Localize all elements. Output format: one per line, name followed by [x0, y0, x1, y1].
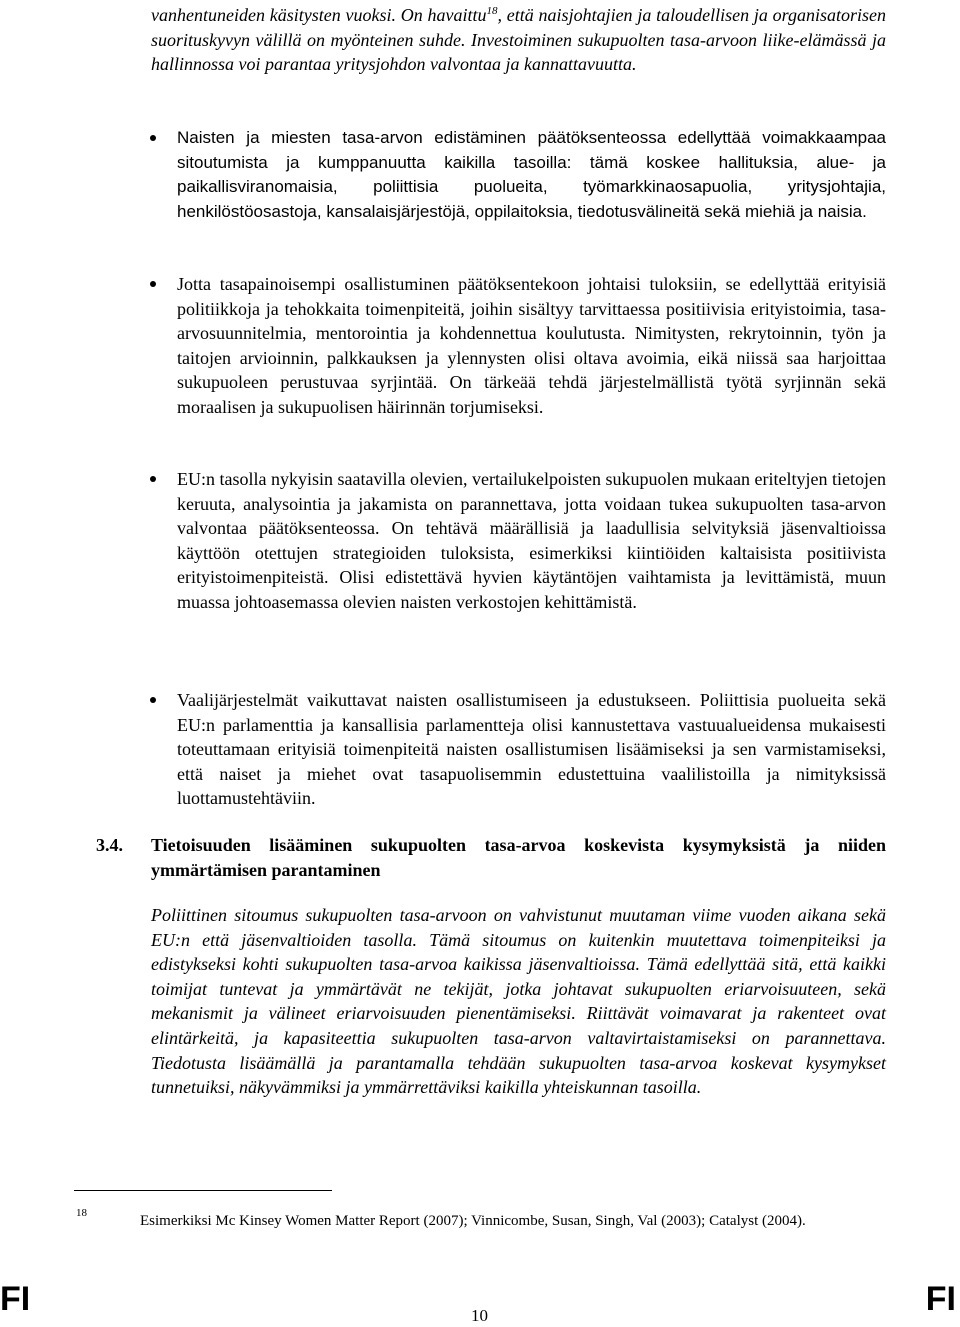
footnote-text: Esimerkiksi Mc Kinsey Women Matter Report (2007); Vinnicombe, Susan, Singh, Val (2003); Catalyst (2004). [140, 1213, 806, 1229]
page-number: 10 [471, 1306, 488, 1325]
bullet-text: Naisten ja miesten tasa-arvon edistäminen päätöksenteossa edellyttää voimakkaampaa sitoutumista ja kumppanuutta kaikilla tasoilla: tämä koskee hallituksia, alue- ja paikallisviranomaisia, poliittisia puolueita, työmarkkinaosapuolia, yritysjohtajia, henkilöstöosastoja, kansalaisjärjestöjä, oppilaitoksia, tiedotusvälineitä sekä miehiä ja naisia. [177, 128, 886, 221]
footnote-divider [74, 1190, 332, 1191]
footnote-reference[interactable]: 18 [486, 5, 498, 17]
section-title: Tietoisuuden lisääminen sukupuolten tasa-arvoa koskevista kysymyksistä ja niiden ymmärtämisen parantaminen [151, 835, 886, 880]
bullet-icon [150, 476, 156, 482]
language-code-left: FI [0, 1280, 31, 1318]
bullet-icon [150, 697, 156, 703]
bullet-item-electoral-systems [177, 688, 886, 811]
bullet-text: Jotta tasapainoisempi osallistuminen päätöksentekoon johtaisi tuloksiin, se edellyttää erityisiä politiikkoja ja tehokkaita toimenpiteitä, joihin sisältyy tarvittaessa positiivisia erityistoimia, tasa-arvosuunnitelmia, mentorointia ja kohdennettua koulutusta. Nimitysten, rekrytoinnin, työn ja taitojen arvioinnin, palkkauksen ja ylennysten olisi oltava avoimia, eikä niissä saa harjoittaa sukupuoleen perustuvaa syrjintää. On tärkeää tehdä järjestelmällistä työtä syrjinnän sekä moraalisen ja sukupuolisen häirinnän torjumiseksi. [177, 274, 886, 417]
bullet-text: EU:n tasolla nykyisin saatavilla olevien, vertailukelpoisten sukupuolen mukaan eriteltyjen tietojen keruuta, analysointia ja jakamista on parannettava, jotta voidaan tukea sukupuolten tasa-arvon valvontaa päätöksenteossa. On tehtävä määrällisiä ja laadullisia selvityksiä jäsenvaltioissa käyttöön otettujen strategioiden tuloksista, esimerkiksi kiintiöiden kaltaisista positiivista erityistoimenpiteistä. Olisi edistettävä hyvien käytäntöjen vaihtamista ja levittämistä, muun muassa johtoasemassa olevien naisten verkostojen kehittämistä. [177, 469, 886, 612]
bullet-item-decision-making [177, 126, 886, 224]
bullet-item-eu-data [177, 467, 886, 615]
bullet-item-policies [177, 272, 886, 420]
intro-paragraph [151, 3, 886, 77]
intro-text-part1: vanhentuneiden käsitysten vuoksi. On havaittu [151, 5, 487, 25]
bullet-text: Vaalijärjestelmät vaikuttavat naisten osallistumiseen ja edustukseen. Poliittisia puolueita sekä EU:n parlamenttia ja kansallisia parlamentteja olisi kannustettava vastuualueidensa mukaisesti toteuttamaan erityisiä toimenpiteitä naisten osallistumisen lisäämiseksi ja sen varmistamiseksi, että naiset ja miehet ovat tasapuolisemmin edustettuina vaalilistoilla ja nimityksissä luottamustehtäviin. [177, 690, 886, 809]
bullet-icon [150, 281, 156, 287]
section-number: 3.4. [96, 835, 123, 855]
intro-text-part2: , että naisjohtajien ja taloudellisen ja organisatorisen suorituskyvyn välillä on myönteinen suhde. Investoiminen sukupuolten tasa-arvoon liike-elämässä ja hallinnossa voi parantaa yritysjohdon valvontaa ja kannattavuutta. [151, 5, 886, 75]
bullet-icon [150, 135, 156, 141]
language-code-right: FI [925, 1280, 956, 1318]
section-body: Poliittinen sitoumus sukupuolten tasa-arvoon on vahvistunut muutaman viime vuoden aikana sekä EU:n että jäsenvaltioiden tasolla. Tämä sitoumus on kuitenkin muutettava toimenpiteiksi ja edistykseksi kohti sukupuolten tasa-arvoa kaikissa jäsenvaltioissa. Tämä edellyttää sitä, että kaikki toimijat tuntevat ja ymmärtävät ne tekijät, jotka johtavat sukupuolten eriarvoisuuteen, sekä mekanismit ja välineet eriarvoisuuden pienentämiseksi. Riittävät voimavarat ja rakenteet ovat elintärkeitä, ja kapasiteettia sukupuolten tasa-arvon valtavirtaistamiseksi on parannettava. Tiedotusta lisäämällä ja parantamalla tehdään sukupuolten tasa-arvoa koskevat kysymykset tunnetuiksi, näkyvämmiksi ja ymmärrettäviksi kaikilla yhteiskunnan tasoilla. [151, 905, 886, 1098]
footnote-number: 18 [76, 1207, 87, 1219]
